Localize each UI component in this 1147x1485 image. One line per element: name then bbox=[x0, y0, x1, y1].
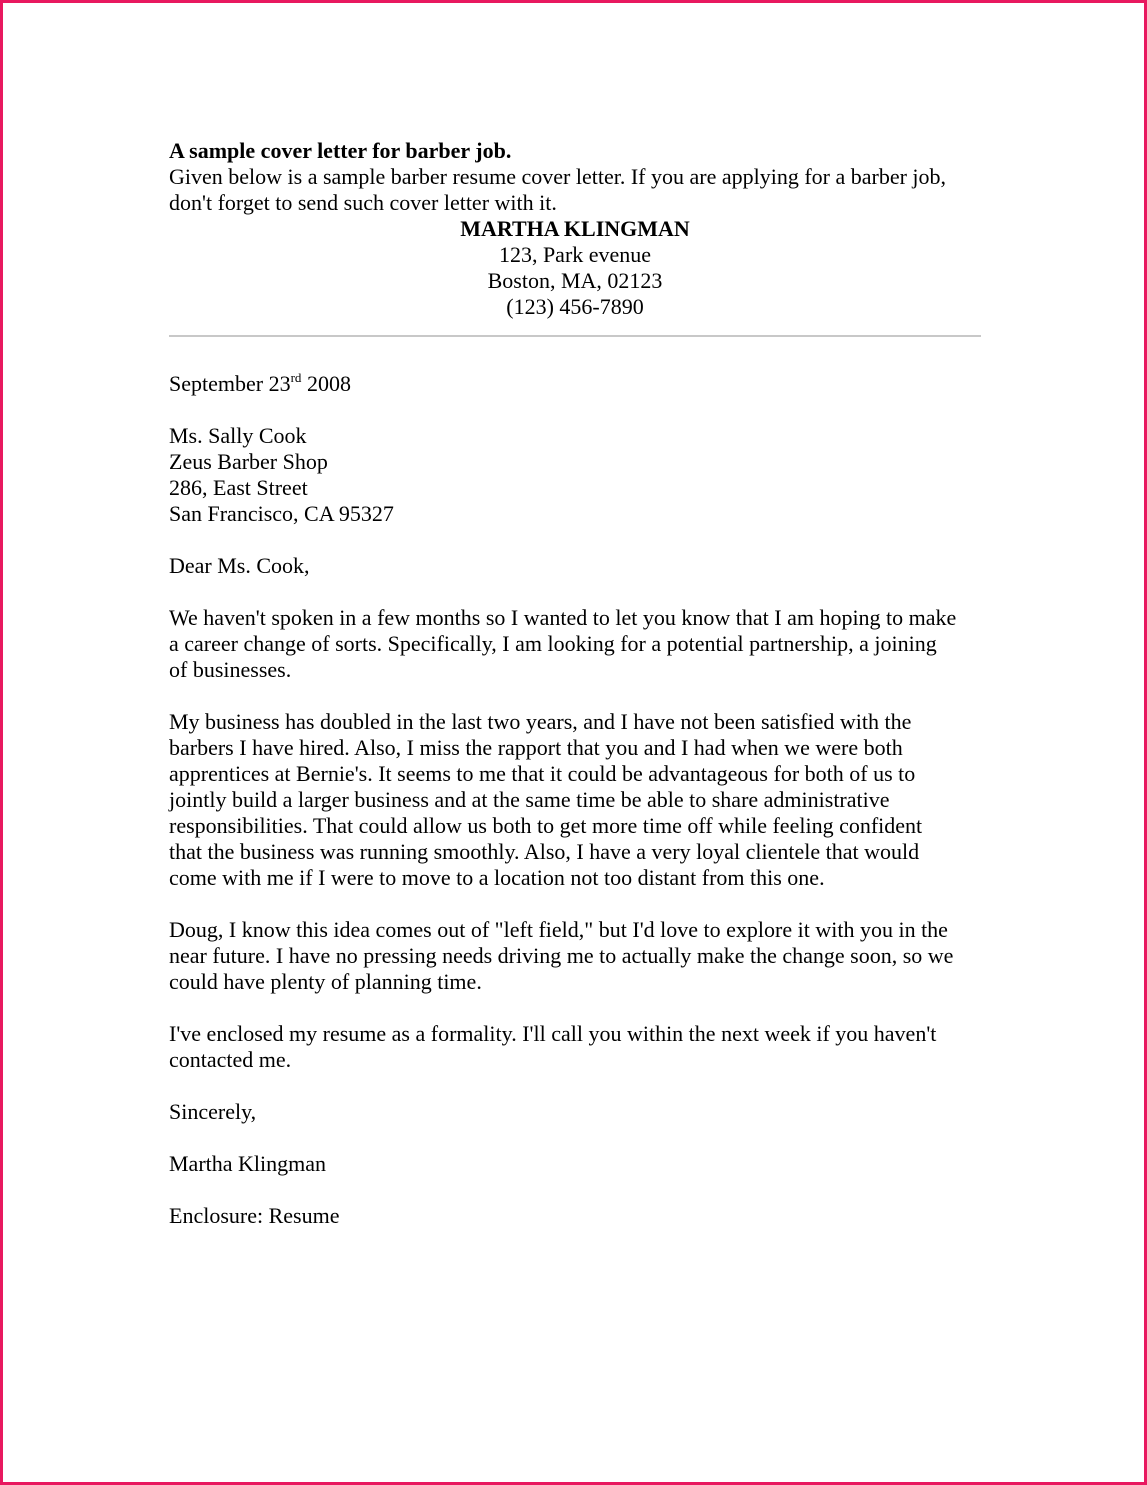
paragraph-line: near future. I have no pressing needs driving me to actually make the change soon, so we bbox=[169, 943, 954, 968]
paragraph-line: I've enclosed my resume as a formality. I'll call you within the next week if you haven't bbox=[169, 1021, 937, 1046]
paragraph-line: of businesses. bbox=[169, 657, 292, 682]
body-paragraph-4 bbox=[169, 1021, 981, 1073]
signature-name: Martha Klingman bbox=[169, 1151, 327, 1176]
sender-city: Boston, MA, 02123 bbox=[487, 268, 663, 293]
date-year: 2008 bbox=[301, 371, 351, 396]
body-paragraph-3 bbox=[169, 917, 981, 995]
letter-date bbox=[169, 371, 981, 397]
sender-name: MARTHA KLINGMAN bbox=[460, 216, 690, 241]
paragraph-line: barbers I have hired. Also, I miss the rapport that you and I had when we were both bbox=[169, 735, 903, 760]
paragraph-line: come with me if I were to move to a location not too distant from this one. bbox=[169, 865, 825, 890]
paragraph-line: that the business was running smoothly. Also, I have a very loyal clientele that would bbox=[169, 839, 920, 864]
sender-phone: (123) 456-7890 bbox=[506, 294, 644, 319]
recipient-company: Zeus Barber Shop bbox=[169, 449, 328, 474]
paragraph-line: contacted me. bbox=[169, 1047, 292, 1072]
intro-line: Given below is a sample barber resume cover letter. If you are applying for a barber job, bbox=[169, 164, 947, 189]
letter-content bbox=[169, 138, 981, 1229]
recipient-block bbox=[169, 423, 981, 527]
paragraph-line: apprentices at Bernie's. It seems to me that it could be advantageous for both of us to bbox=[169, 761, 916, 786]
header-divider bbox=[169, 335, 981, 337]
recipient-street: 286, East Street bbox=[169, 475, 308, 500]
paragraph-line: a career change of sorts. Specifically, I am looking for a potential partnership, a joining bbox=[169, 631, 937, 656]
closing: Sincerely, bbox=[169, 1099, 257, 1124]
enclosure-note: Enclosure: Resume bbox=[169, 1203, 340, 1228]
paragraph-line: We haven't spoken in a few months so I wanted to let you know that I am hoping to make bbox=[169, 605, 957, 630]
document-title: A sample cover letter for barber job. bbox=[169, 138, 512, 163]
date-month-day: September 23 bbox=[169, 371, 291, 396]
paragraph-line: My business has doubled in the last two years, and I have not been satisfied with the bbox=[169, 709, 912, 734]
paragraph-line: Doug, I know this idea comes out of "left field," but I'd love to explore it with you in the bbox=[169, 917, 948, 942]
paragraph-line: responsibilities. That could allow us both to get more time off while feeling confident bbox=[169, 813, 923, 838]
paragraph-line: could have plenty of planning time. bbox=[169, 969, 482, 994]
date-suffix: rd bbox=[290, 370, 302, 385]
body-paragraph-2 bbox=[169, 709, 981, 891]
recipient-name: Ms. Sally Cook bbox=[169, 423, 307, 448]
sender-street: 123, Park evenue bbox=[498, 242, 652, 267]
paragraph-line: jointly build a larger business and at the same time be able to share administrative bbox=[169, 787, 890, 812]
salutation: Dear Ms. Cook, bbox=[169, 553, 310, 578]
sender-block bbox=[169, 216, 981, 320]
intro-line: don't forget to send such cover letter with it. bbox=[169, 190, 557, 215]
recipient-city: San Francisco, CA 95327 bbox=[169, 501, 394, 526]
document-intro bbox=[169, 164, 981, 216]
body-paragraph-1 bbox=[169, 605, 981, 683]
